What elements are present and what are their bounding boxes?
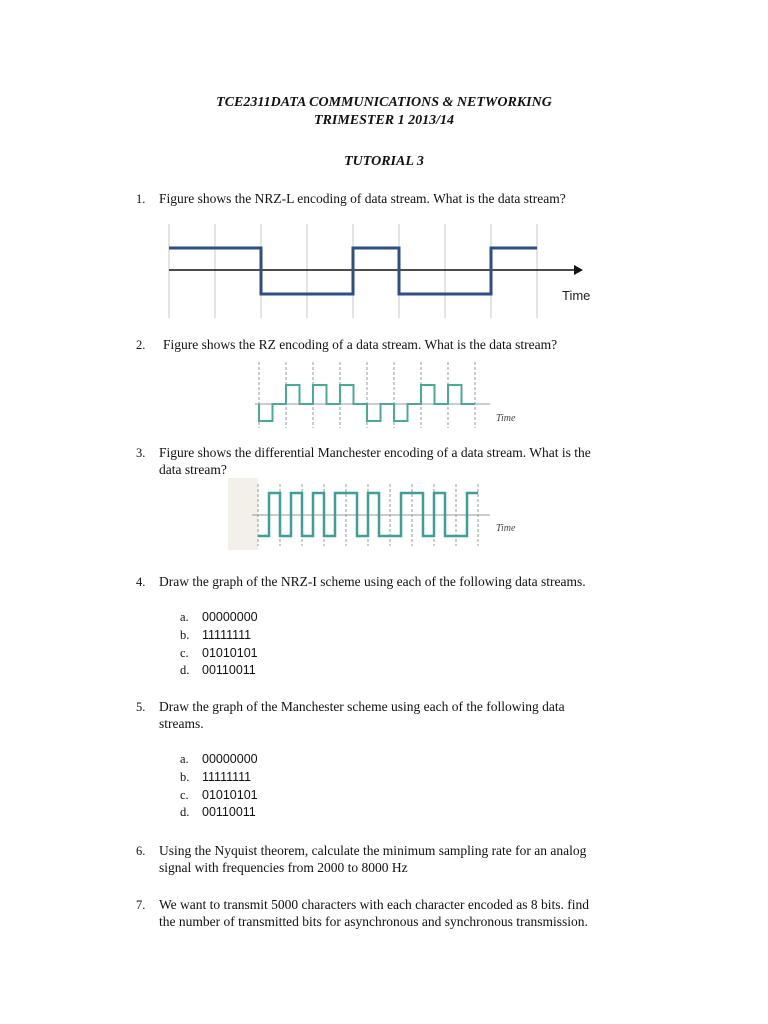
item-label: d.: [180, 663, 190, 677]
list-item: [180, 627, 251, 645]
axis-arrowhead: [574, 265, 583, 275]
question-3-text-line2: data stream?: [159, 462, 227, 477]
list-item: [180, 645, 258, 663]
trimester-title: TRIMESTER 1 2013/14: [313, 113, 455, 128]
rz-figure: [250, 358, 530, 430]
question-number: 3.: [136, 446, 146, 460]
item-value: 01010101: [202, 646, 258, 660]
diff-manchester-figure: [228, 478, 528, 550]
list-item: [180, 804, 256, 822]
nrzl-figure: [160, 218, 600, 328]
question-2-text: Figure shows the RZ encoding of a data stream. What is the data stream?: [163, 337, 558, 352]
course-title: TCE2311DATA COMMUNICATIONS & NETWORKING: [216, 95, 552, 110]
item-value: 00000000: [202, 610, 258, 624]
list-item: [180, 769, 251, 787]
scan-shadow: [228, 478, 258, 550]
item-label: a.: [180, 610, 189, 624]
item-label: b.: [180, 628, 190, 642]
question-number: 7.: [136, 898, 146, 912]
dm-signal: [258, 493, 478, 536]
list-item: [180, 751, 258, 769]
nrzl-signal: [169, 248, 537, 294]
tutorial-title: TUTORIAL 3: [344, 154, 424, 169]
question-3-text-line1: Figure shows the differential Manchester encoding of a data stream. What is the: [159, 445, 591, 460]
question-5-text-line1: Draw the graph of the Manchester scheme using each of the following data: [159, 699, 565, 714]
list-item: [180, 609, 258, 627]
rz-signal: [259, 385, 475, 421]
question-number: 6.: [136, 844, 146, 858]
item-label: b.: [180, 770, 190, 784]
question-4-text: Draw the graph of the NRZ-I scheme using each of the following data streams.: [159, 574, 586, 589]
question-number: 5.: [136, 700, 146, 714]
time-label: Time: [562, 288, 591, 303]
question-7-text-line2: the number of transmitted bits for asynchronous and synchronous transmission.: [159, 914, 588, 929]
question-5-text-line2: streams.: [159, 716, 204, 731]
item-value: 00110011: [202, 663, 256, 677]
question-number: 2.: [136, 338, 146, 352]
time-label: Time: [496, 523, 516, 534]
question-1-text: Figure shows the NRZ-L encoding of data stream. What is the data stream?: [159, 191, 566, 206]
item-value: 01010101: [202, 788, 258, 802]
question-6-text-line1: Using the Nyquist theorem, calculate the minimum sampling rate for an analog: [159, 843, 587, 858]
item-value: 11111111: [202, 770, 252, 784]
item-value: 00000000: [202, 752, 258, 766]
question-number: 1.: [136, 192, 146, 206]
item-label: a.: [180, 752, 189, 766]
item-label: c.: [180, 646, 189, 660]
item-label: c.: [180, 788, 189, 802]
time-label: Time: [496, 413, 516, 424]
question-7-text-line1: We want to transmit 5000 characters with each character encoded as 8 bits. find: [159, 897, 589, 912]
list-item: [180, 787, 258, 805]
item-value: 11111111: [202, 628, 252, 642]
item-value: 00110011: [202, 805, 256, 819]
question-6-text-line2: signal with frequencies from 2000 to 8000 Hz: [159, 860, 408, 875]
question-number: 4.: [136, 575, 146, 589]
list-item: [180, 662, 256, 680]
item-label: d.: [180, 805, 190, 819]
